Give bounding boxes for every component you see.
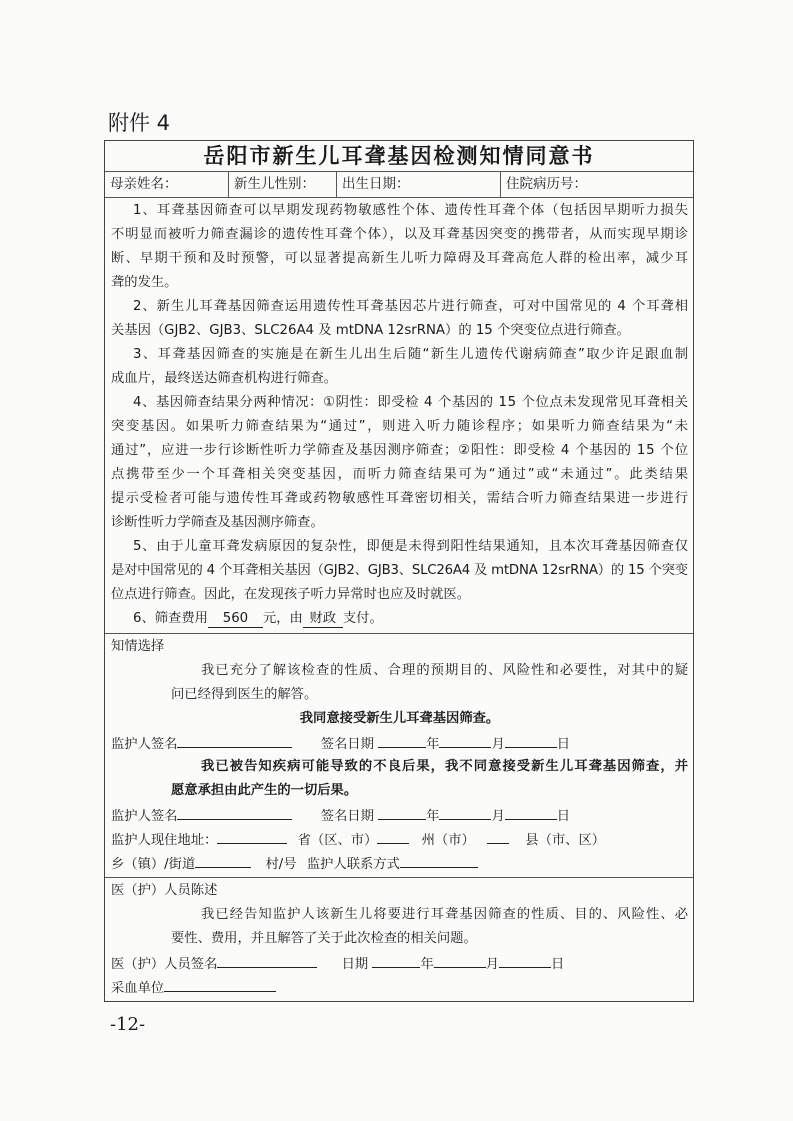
paragraph-line: 诊断性听力学筛查及基因测序筛查。 xyxy=(111,515,324,530)
address-line-2 xyxy=(111,851,688,875)
day-label: 日 xyxy=(556,737,571,752)
day-label: 日 xyxy=(551,957,565,972)
year-label: 年 xyxy=(426,737,440,752)
agree-statement: 我同意接受新生儿耳聋基因筛查。 xyxy=(299,711,500,726)
fee-line xyxy=(111,607,688,631)
staff-signature-line xyxy=(111,951,688,975)
attachment-label: 附件 4 xyxy=(108,111,171,135)
refuse-statement-line: 我已被告知疾病可能导致的不良后果，我不同意接受新生儿耳聋基因筛查，并 xyxy=(201,759,690,774)
paragraph-line: 通过”，应进一步行诊断性听力学筛查及基因测序筛查；②阳性：即受检 4 个基因的 15 个位 xyxy=(111,443,689,458)
day-input[interactable] xyxy=(499,951,551,968)
township-label: 乡（镇）/街道 xyxy=(111,857,196,872)
informed-choice-section xyxy=(105,634,693,878)
guardian-sign-input[interactable] xyxy=(177,803,292,820)
guardian-sign-input[interactable] xyxy=(177,731,292,748)
year-label: 年 xyxy=(420,957,434,972)
contact-input[interactable] xyxy=(400,851,478,868)
paragraph-line: 点携带至少一个耳聋相关突变基因，而听力筛查结果可为“通过”或“未通过”。此类结果 xyxy=(111,467,690,482)
refuse-signature-line xyxy=(111,803,688,827)
consent-form xyxy=(104,140,694,1002)
paragraph-line: 提示受检者可能与遗传性耳聋或药物敏感性耳聋密切相关，需结合听力筛查结果进一步进行 xyxy=(111,491,690,506)
staff-sign-input[interactable] xyxy=(217,951,317,968)
information-section xyxy=(105,198,693,634)
prefecture-label: 州（市） xyxy=(421,833,475,848)
guardian-sign-label: 监护人签名 xyxy=(111,737,178,752)
paragraph-line: 聋的发生。 xyxy=(111,275,178,290)
paragraph-line: 5、由于儿童耳聋发病原因的复杂性，即便是未得到阳性结果通知，且本次耳聋基因筛查仅 xyxy=(133,539,689,554)
paragraph-line: 2、新生儿耳聋基因筛查运用遗传性耳聋基因芯片进行筛查，可对中国常见的 4 个耳聋相 xyxy=(133,299,689,314)
informed-choice-heading: 知情选择 xyxy=(111,639,165,654)
province-input[interactable] xyxy=(377,827,409,844)
birth-date-field[interactable]: 出生日期： xyxy=(337,172,501,197)
month-input[interactable] xyxy=(439,803,491,820)
fee-payer[interactable]: 财政 xyxy=(303,611,343,628)
paragraph-line: 突变基因。如果听力筛查结果为“通过”，则进入听力随诊程序；如果听力筛查结果为“未 xyxy=(111,419,690,434)
village-label: 村/号 xyxy=(265,857,297,872)
fee-label: 6、筛查费用 xyxy=(133,611,208,626)
paragraph-line: 3、耳聋基因筛查的实施是在新生儿出生后随“新生儿遗传代谢病筛查”取少许足跟血制 xyxy=(133,347,690,362)
sign-date-label: 签名日期 xyxy=(320,737,374,752)
paragraph-line: 位点进行筛查。因此，在发现孩子听力异常时也应及时就医。 xyxy=(111,587,471,602)
year-input[interactable] xyxy=(378,803,426,820)
page-number: -12- xyxy=(110,1014,146,1035)
month-label: 月 xyxy=(485,957,500,972)
agree-signature-line xyxy=(111,731,688,755)
staff-section xyxy=(105,878,693,1001)
mother-name-field[interactable]: 母亲姓名： xyxy=(105,172,229,197)
fee-mid: 元，由 xyxy=(262,611,303,626)
fee-suffix: 支付。 xyxy=(342,611,383,626)
fee-amount[interactable]: 560 xyxy=(208,611,263,628)
month-label: 月 xyxy=(491,809,505,824)
consent-statement-line: 问已经得到医生的解答。 xyxy=(171,687,318,702)
county-label: 县（市、区） xyxy=(525,833,606,848)
paragraph-line: 4、基因筛查结果分两种情况：①阴性：即受检 4 个基因的 15 个位点未发现常见耳聋相关 xyxy=(133,395,689,410)
record-number-field[interactable]: 住院病历号： xyxy=(506,176,587,192)
staff-statement-line: 要性、费用，并且解答了关于此次检查的相关问题。 xyxy=(171,931,477,946)
day-input[interactable] xyxy=(505,731,557,748)
refuse-statement-line: 愿意承担由此产生的一切后果。 xyxy=(171,783,358,798)
guardian-sign-label: 监护人签名 xyxy=(111,809,178,824)
year-input[interactable] xyxy=(378,731,426,748)
staff-statement-line: 我已经告知监护人该新生儿将要进行耳聋基因筛查的性质、目的、风险性、必 xyxy=(201,907,690,922)
year-label: 年 xyxy=(426,809,440,824)
month-input[interactable] xyxy=(439,731,491,748)
collection-unit-line xyxy=(111,975,688,999)
address-input[interactable] xyxy=(217,827,287,844)
address-label: 监护人现住地址： xyxy=(111,833,218,848)
date-label: 日期 xyxy=(341,957,369,972)
consent-statement-line: 我已充分了解该检查的性质、合理的预期目的、风险性和必要性，对其中的疑 xyxy=(201,663,690,678)
day-input[interactable] xyxy=(505,803,557,820)
year-input[interactable] xyxy=(372,951,420,968)
paragraph-line: 关基因（GJB2、GJB3、SLC26A4 及 mtDNA 12srRNA）的 15 个突变位点进行筛查。 xyxy=(111,323,630,338)
contact-label: 监护人联系方式 xyxy=(306,857,400,872)
form-title: 岳阳市新生儿耳聋基因检测知情同意书 xyxy=(105,141,693,172)
paragraph-line: 成血片，最终送达筛查机构进行筛查。 xyxy=(111,371,338,386)
paragraph-line: 不明显而被听力筛查漏诊的遗传性耳聋个体），以及耳聋基因突变的携带者，从而实现早期诊 xyxy=(111,227,689,242)
header-row xyxy=(105,172,693,198)
province-label: 省（区、市） xyxy=(297,833,378,848)
staff-sign-label: 医（护）人员签名 xyxy=(111,957,218,972)
collection-unit-input[interactable] xyxy=(164,975,276,992)
paragraph-line: 是对中国常见的 4 个耳聋相关基因（GJB2、GJB3、SLC26A4 及 mtDNA 12srRNA）的 15 个突变 xyxy=(111,563,688,578)
sign-date-label: 签名日期 xyxy=(320,809,374,824)
newborn-sex-field[interactable]: 新生儿性别： xyxy=(229,172,337,197)
collection-unit-label: 采血单位 xyxy=(111,981,165,996)
day-label: 日 xyxy=(556,809,571,824)
month-label: 月 xyxy=(491,737,505,752)
paragraph-line: 1、耳聋基因筛查可以早期发现药物敏感性个体、遗传性耳聋个体（包括因早期听力损失 xyxy=(133,203,690,218)
township-input[interactable] xyxy=(195,851,251,868)
paragraph-line: 断、早期干预和及时预警，可以显著提高新生儿听力障碍及耳聋高危人群的检出率，减少耳 xyxy=(111,251,690,266)
month-input[interactable] xyxy=(434,951,486,968)
prefecture-input[interactable] xyxy=(487,827,509,844)
staff-heading: 医（护）人员陈述 xyxy=(111,883,218,898)
address-line xyxy=(111,827,688,851)
